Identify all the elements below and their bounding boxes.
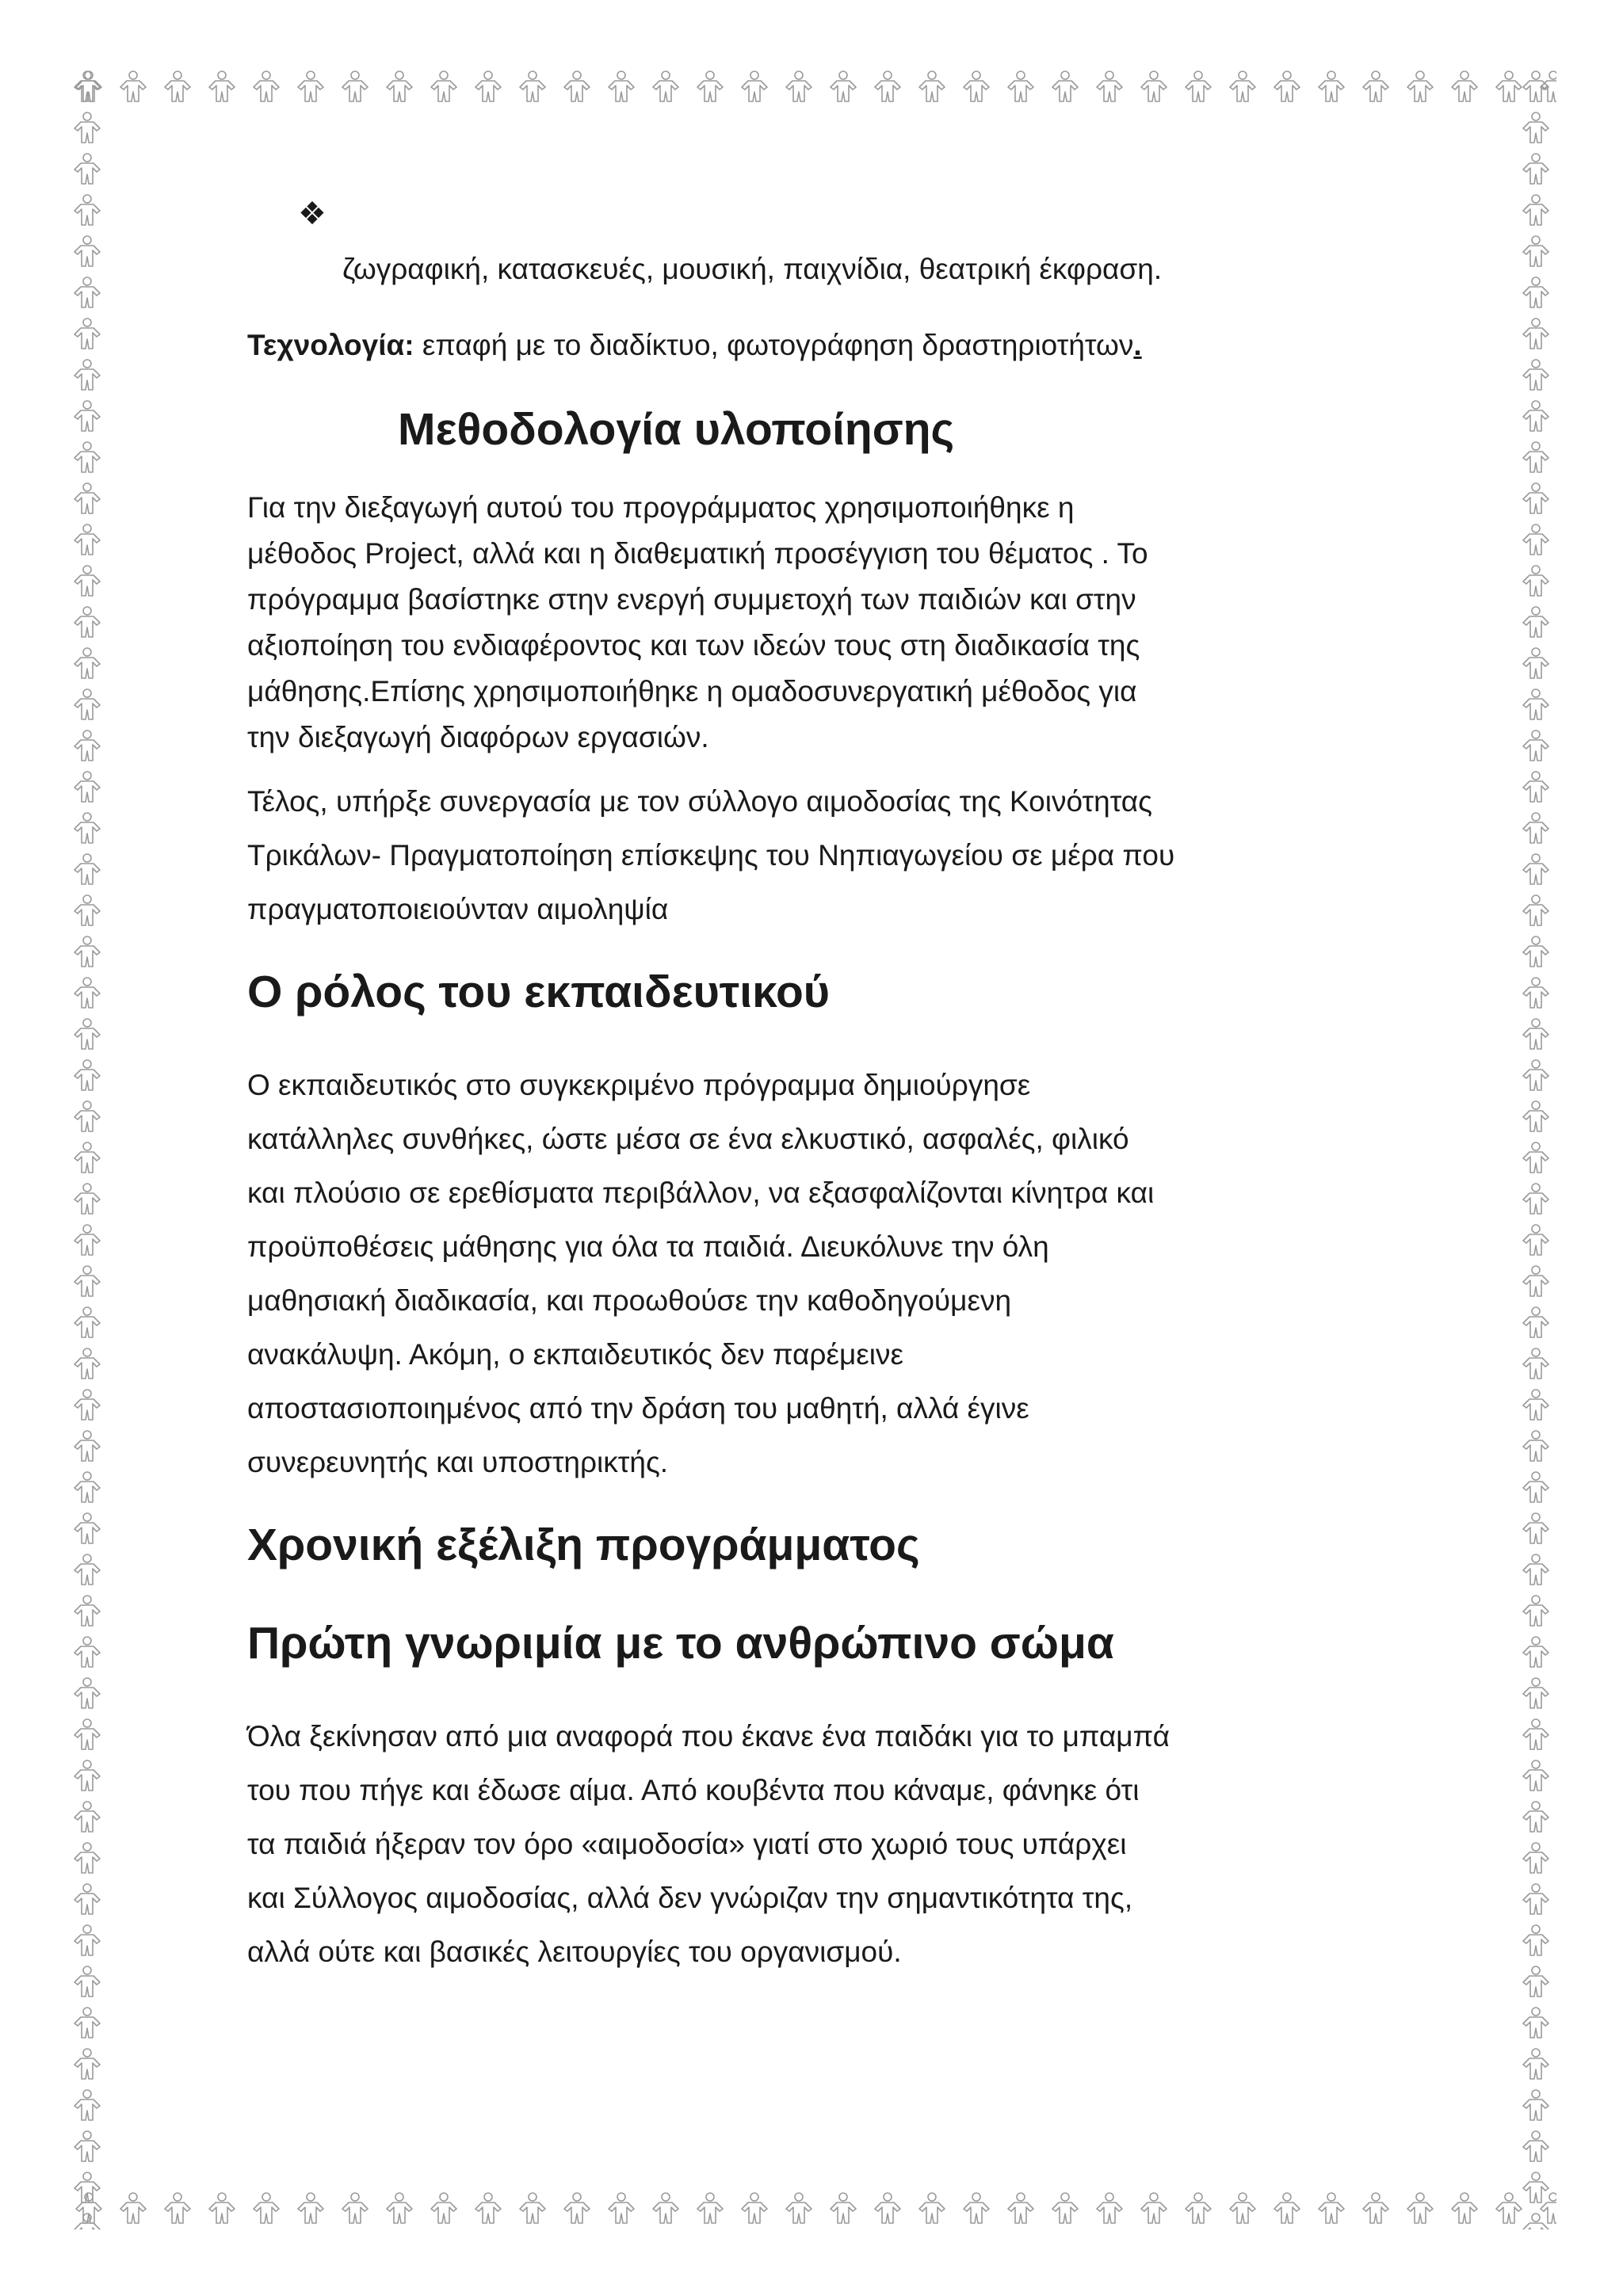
teacher-role-heading: Ο ρόλος του εκπαιδευτικού xyxy=(247,967,830,1017)
first-intro-paragraph xyxy=(247,1710,1388,1979)
technology-end: . xyxy=(1133,329,1142,361)
document-body xyxy=(247,198,1388,1979)
text-line: πρόγραμμα βασίστηκε στην ενεργή συμμετοχή των παιδιών και στην xyxy=(247,583,1136,616)
child-figure-icon xyxy=(67,67,1556,108)
text-line: και Σύλλογος αιμοδοσίας, αλλά δεν γνώριζαν την σημαντικότητα της, xyxy=(247,1882,1133,1914)
teacher-role-paragraph xyxy=(247,1058,1388,1489)
bullet-text: ζωγραφική, κατασκευές, μουσική, παιχνίδια, θεατρική έκφραση. xyxy=(342,253,1163,285)
text-line: του που πήγε και έδωσε αίμα. Από κουβέντα που κάναμε, φάνηκε ότι xyxy=(247,1774,1140,1806)
text-line: μάθησης.Επίσης χρησιμοποιήθηκε η ομαδοσυνεργατική μέθοδος για xyxy=(247,675,1137,707)
text-line: Τέλος, υπήρξε συνεργασία με τον σύλλογο αιμοδοσίας της Κοινότητας xyxy=(247,785,1153,818)
child-figure-icon xyxy=(67,67,108,2229)
text-line: αποστασιοποιημένος από την δράση του μαθητή, αλλά έγινε xyxy=(247,1392,1029,1425)
text-line: τα παιδιά ήξεραν τον όρο «αιμοδοσία» γιατί στο χωριό τους υπάρχει xyxy=(247,1828,1127,1860)
text-line: κατάλληλες συνθήκες, ώστε μέσα σε ένα ελκυστικό, ασφαλές, φιλικό xyxy=(247,1123,1129,1155)
text-line: μαθησιακή διαδικασία, και προωθούσε την καθοδηγούμενη xyxy=(247,1284,1012,1317)
technology-line xyxy=(247,325,1388,366)
text-line: ανακάλυψη. Ακόμη, ο εκπαιδευτικός δεν παρέμεινε xyxy=(247,1338,904,1371)
diamond-bullet-icon: ❖ xyxy=(298,196,327,231)
text-line: αλλά ούτε και βασικές λειτουργίες του οργανισμού. xyxy=(247,1936,902,1968)
page-border-top xyxy=(67,67,1556,108)
first-intro-heading: Πρώτη γνωριμία με το ανθρώπινο σώμα xyxy=(247,1618,1114,1669)
text-line: Όλα ξεκίνησαν από μια αναφορά που έκανε ένα παιδάκι για το μπαμπά xyxy=(247,1720,1170,1753)
technology-text: επαφή με το διαδίκτυο, φωτογράφηση δραστηριοτήτων xyxy=(414,329,1134,361)
technology-label: Τεχνολογία: xyxy=(247,329,414,361)
text-line: και πλούσιο σε ερεθίσματα περιβάλλον, να εξασφαλίζονται κίνητρα και xyxy=(247,1177,1155,1209)
text-line: πραγματοποιειούνταν αιμοληψία xyxy=(247,893,669,925)
page-border-right xyxy=(1515,67,1556,2229)
collaboration-paragraph xyxy=(247,775,1388,936)
text-line: μέθοδος Project, αλλά και η διαθεματική προσέγγιση του θέματος . Το xyxy=(247,537,1148,570)
bullet-item xyxy=(247,198,1388,309)
text-line: την διεξαγωγή διαφόρων εργασιών. xyxy=(247,721,709,753)
text-line: Ο εκπαιδευτικός στο συγκεκριμένο πρόγραμμα δημιούργησε xyxy=(247,1069,1031,1101)
timeline-heading: Χρονική εξέλιξη προγράμματος xyxy=(247,1520,920,1570)
child-figure-icon xyxy=(67,2188,1556,2229)
page-border-left xyxy=(67,67,108,2229)
text-line: συνερευνητής και υποστηρικτής. xyxy=(247,1446,669,1478)
text-line: Τρικάλων- Πραγματοποίηση επίσκεψης του Νηπιαγωγείου σε μέρα που xyxy=(247,839,1175,871)
text-line: Για την διεξαγωγή αυτού του προγράμματος χρησιμοποιήθηκε η xyxy=(247,491,1075,524)
methodology-paragraph xyxy=(247,485,1388,761)
methodology-heading: Μεθοδολογία υλοποίησης xyxy=(398,404,955,455)
child-figure-icon xyxy=(1515,67,1556,2229)
text-line: αξιοποίηση του ενδιαφέροντος και των ιδεών τους στη διαδικασία της xyxy=(247,629,1140,662)
page-border-bottom xyxy=(67,2188,1556,2229)
text-line: προϋποθέσεις μάθησης για όλα τα παιδιά. Διευκόλυνε την όλη xyxy=(247,1230,1049,1263)
